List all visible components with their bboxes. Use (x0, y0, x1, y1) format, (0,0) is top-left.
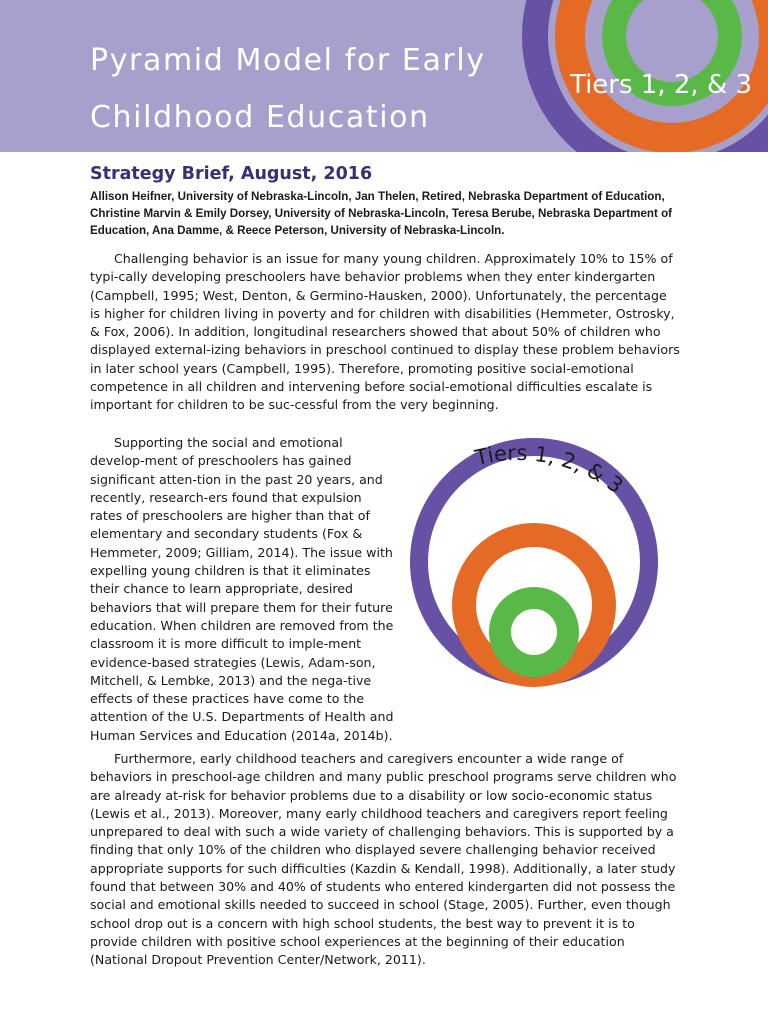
strategy-brief-title: Strategy Brief, August, 2016 (90, 164, 373, 184)
header-banner (0, 0, 768, 152)
body-paragraph (90, 750, 680, 970)
paragraph-text: Challenging behavior is an issue for many young children. Approximately 10% to 15% of typi-cally developing preschoolers have behavior problems when they enter kindergarten (Campbell, 1995; West, Denton, & Germino-Hausken, 2000). Unfortunately, the percentage is higher for children living in poverty and for children with disabilities (Hemmeter, Ostrosky, & Fox, 2006). In addition, longitudinal researchers showed that about 50% of children who displayed external-izing behaviors in preschool continued to display these problem behaviors in later school years (Campbell, 1995). Therefore, promoting positive social-emotional competence in all children and intervening before social-emotional difficulties escalate is important for children to be suc-cessful from the very beginning. (90, 251, 680, 413)
body-paragraph (90, 250, 680, 415)
author-list: Allison Heifner, University of Nebraska-Lincoln, Jan Thelen, Retired, Nebraska Department of Education, Christine Marvin & Emily Dorsey, University of Nebraska-Lincoln, Teresa Berube, Nebraska Department of Education, Ana Damme, & Reece Peterson, University of Nebraska-Lincoln. (90, 190, 673, 237)
body-paragraph (90, 434, 396, 745)
paragraph-text: Furthermore, early childhood teachers and caregivers encounter a wide range of behaviors in preschool-age children and many public preschool programs serve children who are already at-risk for behavior problems due to a disability or low socio-economic status (Lewis et al., 2013). Moreover, many early childhood teachers and caregivers report feeling unprepared to deal with such a wide variety of challenging behaviors. This is supported by a finding that only 10% of the children who displayed severe challenging behavior received appropriate supports for such difficulties (Kazdin & Kendall, 1998). Additionally, a later study found that between 30% and 40% of students who entered kindergarten did not possess the social and emotional skills needed to succeed in school (Stage, 2005). Further, even though school drop out is a concern with high school students, the best way to prevent it is to provide children with positive school experiences at the beginning of their education (National Dropout Prevention Center/Network, 2011). (90, 751, 677, 968)
page-title-line-2: Childhood Education (90, 100, 430, 135)
paragraph-text: Supporting the social and emotional develop-ment of preschoolers has gained significant atten-tion in the past 20 years, and recently, research-ers found that expulsion rates of preschoolers are higher than that of elementary and secondary students (Fox & Hemmeter, 2009; Gilliam, 2014). The issue with expelling young children is that it eliminates their chance to learn appropriate, desired behaviors that will prepare them for their future education. When children are removed from the classroom it is more difficult to imple-ment evidence-based strategies (Lewis, Adam-son, Mitchell, & Lembke, 2013) and the nega-tive effects of these practices have come to the attention of the U.S. Departments of Health and Human Services and Education (2014a, 2014b). (90, 435, 394, 743)
tiers-curved-label: Tiers 1, 2, & 3 (472, 440, 628, 499)
inner-ring (500, 598, 568, 666)
strategy-brief-header (90, 164, 690, 239)
page-title (90, 32, 486, 146)
banner-tiers-label: Tiers 1, 2, & 3 (570, 70, 753, 100)
tier-rings-graphic (404, 432, 664, 692)
page-title-line-1: Pyramid Model for Early (90, 43, 486, 78)
